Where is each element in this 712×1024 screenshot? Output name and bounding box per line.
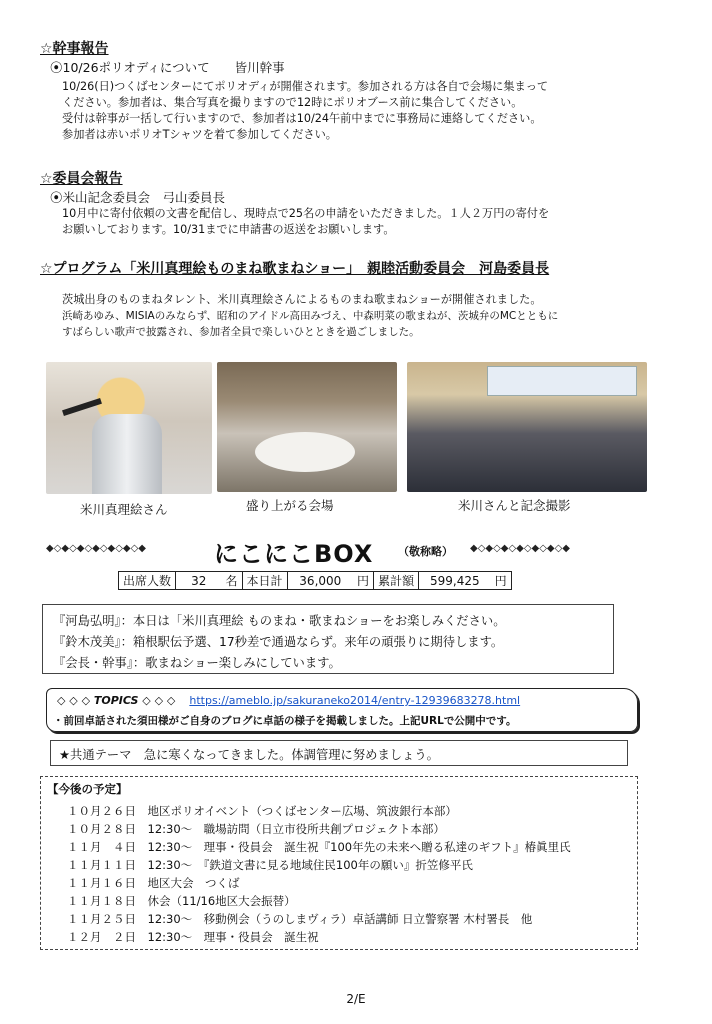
program-line: 浜崎あゆみ、MISIAのみならず、昭和のアイドル高田みづえ、中森明菜の歌まねが、茨城弁のMCとともに — [62, 310, 559, 322]
kanji-report-line: 受付は幹事が一括して行いますので、参加者は10/24午前中までに事務局に連絡してください。 — [62, 112, 542, 125]
attend-label: 出席人数 — [119, 572, 176, 590]
table-row — [119, 572, 512, 590]
message-line: 『河島弘明』：本日は「米川真理絵 ものまね・歌まねショーをお楽しみください。 — [53, 614, 506, 628]
committee-report-body — [62, 206, 549, 238]
nikoniko-messages — [42, 604, 614, 674]
topics-box — [46, 688, 638, 732]
message-line: 『鈴木茂美』：箱根駅伝予選、17秒差で通過ならず。来年の頑張りに期待します。 — [53, 635, 504, 649]
kanji-report-line: 参加者は赤いポリオTシャツを着て参加してください。 — [62, 128, 337, 141]
topics-header — [57, 694, 520, 707]
attend-value: 32 — [176, 572, 222, 590]
photo-venue-table — [255, 432, 355, 472]
today-label: 本日計 — [242, 572, 287, 590]
schedule-row: １１月 ４日 12:30～ 理事・役員会 誕生祝『100年先の未来へ贈る私達のギフト』椿眞里氏 — [67, 840, 571, 854]
deco-right: ◆◇◆◇◆◇◆◇◆◇◆◇◆ — [470, 543, 570, 554]
total-value: 599,425 — [419, 572, 491, 590]
schedule-box — [40, 776, 638, 950]
photo-group — [407, 362, 647, 492]
kanji-report-line: ください。参加者は、集合写真を撮りますので12時にポリオブース前に集合してください。 — [62, 96, 523, 109]
today-unit: 円 — [353, 572, 374, 590]
kanji-report-body — [62, 79, 548, 143]
topics-label: ◇ ◇ ◇ TOPICS ◇ ◇ ◇ — [57, 694, 176, 707]
photo-caption-group: 米川さんと記念撮影 — [458, 498, 571, 513]
deco-left: ◆◇◆◇◆◇◆◇◆◇◆◇◆ — [46, 543, 146, 554]
nikoniko-stats-table — [118, 571, 512, 590]
program-body — [62, 292, 558, 340]
schedule-row: １１月１１日 12:30～ 『鉄道文書に見る地域住民100年の願い』折笠修平氏 — [67, 858, 473, 872]
common-theme: ★共通テーマ 急に寒くなってきました。体調管理に努めましょう。 — [50, 740, 628, 766]
schedule-heading: 【今後の予定】 — [47, 782, 128, 796]
schedule-row: １１月１６日 地区大会 つくば — [67, 876, 240, 890]
kanji-report-heading: ☆幹事報告 — [40, 41, 109, 57]
photo-caption-singer: 米川真理絵さん — [80, 502, 168, 517]
kanji-report-line: 10/26(日)つくばセンターにてポリオディが開催されます。参加される方は各自で会場に集まって — [62, 80, 549, 93]
topics-text: ・前回卓話された須田様がご自身のブログに卓話の様子を掲載しました。上記URLで公開中です。 — [53, 715, 517, 727]
schedule-row: １０月２６日 地区ポリオイベント（つくばセンター広場、筑波銀行本部） — [67, 804, 457, 818]
photo-venue — [217, 362, 397, 492]
committee-report-heading: ☆委員会報告 — [40, 171, 123, 187]
microphone-icon — [62, 398, 102, 416]
program-line: 茨城出身のものまねタレント、米川真理絵さんによるものまね歌まねショーが開催されました。 — [62, 293, 542, 306]
program-heading: ☆プログラム「米川真理絵ものまね歌まねショー」 親睦活動委員会 河島委員長 — [40, 261, 550, 277]
schedule-row: １０月２８日 12:30～ 職場訪問（日立市役所共創プロジェクト本部） — [67, 822, 445, 836]
committee-report-item: ⦿米山記念委員会 弓山委員長 — [50, 190, 226, 205]
committee-report-line: お願いしております。10/31までに申請書の返送をお願いします。 — [62, 223, 395, 236]
page-number: 2/E — [346, 992, 366, 1006]
kanji-report-item: ⦿10/26ポリオディについて 皆川幹事 — [50, 60, 285, 75]
message-line: 『会長・幹事』：歌まねショー楽しみにしています。 — [53, 656, 341, 670]
committee-report-line: 10月中に寄付依頼の文書を配信し、現時点で25名の申請をいただきました。１人２万円の寄付を — [62, 207, 550, 220]
topics-link[interactable]: https://ameblo.jp/sakuraneko2014/entry-12939683278.html — [189, 694, 521, 707]
today-value: 36,000 — [287, 572, 353, 590]
photo-caption-venue: 盛り上がる会場 — [246, 498, 334, 513]
photo-singer-figure — [92, 414, 162, 494]
schedule-row: １１月１８日 休会（11/16地区大会振替） — [67, 894, 296, 908]
nikoniko-note: （敬称略） — [398, 545, 453, 558]
total-unit: 円 — [491, 572, 512, 590]
attend-unit: 名 — [222, 572, 243, 590]
photo-group-banner — [487, 366, 637, 396]
nikoniko-title: にこにこBOX — [214, 540, 374, 568]
schedule-row: １２月 ２日 12:30～ 理事・役員会 誕生祝 — [67, 930, 319, 944]
program-line: すばらしい歌声で披露され、参加者全員で楽しいひとときを過ごしました。 — [62, 326, 420, 338]
photo-singer — [46, 362, 212, 494]
total-label: 累計額 — [374, 572, 419, 590]
schedule-row: １１月２５日 12:30～ 移動例会（うのしまヴィラ）卓話講師 日立警察署 木村署長 他 — [67, 912, 533, 926]
